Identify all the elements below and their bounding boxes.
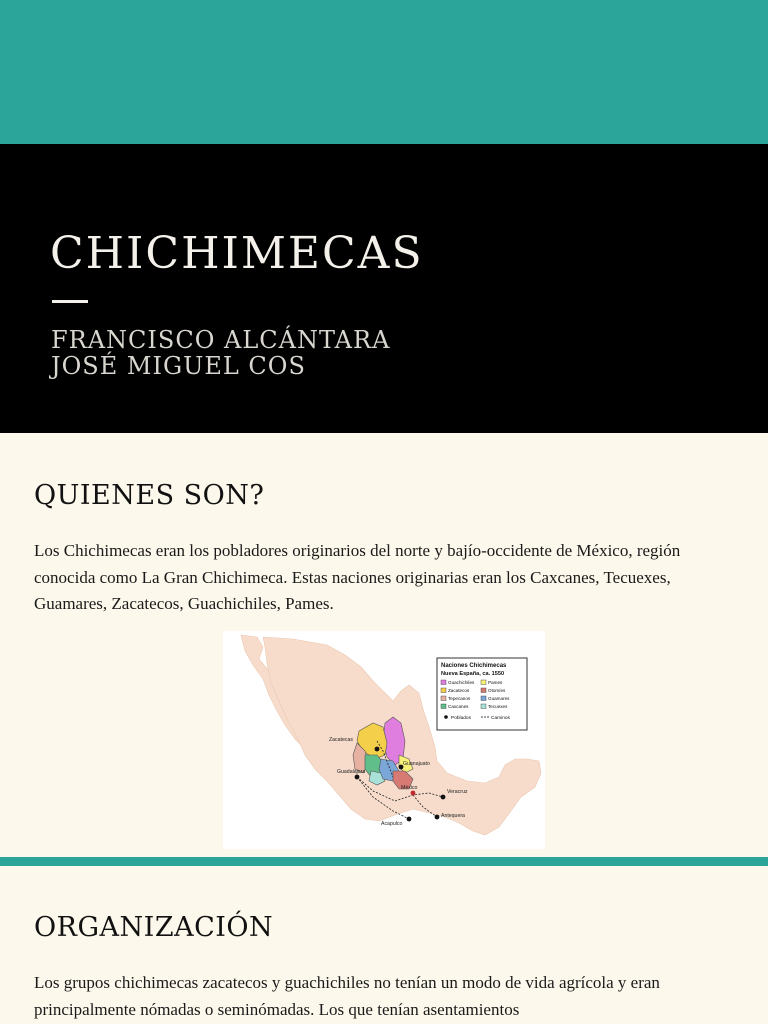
slide-organizacion xyxy=(0,866,768,1024)
map-figure xyxy=(223,631,545,849)
legend-label: Pames xyxy=(488,680,503,686)
town-acapulco-dot xyxy=(407,817,412,822)
legend-swatch xyxy=(481,680,486,685)
town-guadalajara-dot xyxy=(355,775,360,780)
legend-swatch xyxy=(441,704,446,709)
legend-swatch xyxy=(481,688,486,693)
presentation-title: CHICHIMECAS xyxy=(50,228,424,279)
town-zacatecas-dot xyxy=(375,747,380,752)
legend-swatch xyxy=(441,696,446,701)
town-mexico-dot xyxy=(411,791,416,796)
legend-label: Otomíes xyxy=(488,688,506,694)
label-antequera: Antequera xyxy=(441,813,465,819)
legend-label: Guachichiles xyxy=(448,680,475,686)
legend-label: Tepecanos xyxy=(448,696,471,702)
author-2: JOSÉ MIGUEL COS xyxy=(51,352,306,380)
title-slide xyxy=(0,144,768,433)
legend-title-2: Nueva España, ca. 1550 xyxy=(441,671,505,677)
label-guanajuato: Guanajuato xyxy=(403,761,430,767)
legend-label: Zacatecos xyxy=(448,688,470,694)
slide-body-text: Los grupos chichimecas zacatecos y guachichiles no tenían un modo de vida agrícola y eran principalmente nómadas o seminómadas. Los que tenían asentamientos xyxy=(34,973,660,1019)
label-guadalajara: Guadalajara xyxy=(337,769,366,775)
legend-poblados-label: Poblados xyxy=(451,716,472,721)
label-veracruz: Veracruz xyxy=(447,789,468,795)
chichimeca-map xyxy=(223,631,545,849)
label-zacatecas: Zacatecas xyxy=(329,737,353,743)
map-legend xyxy=(437,658,527,730)
town-antequera-dot xyxy=(435,815,440,820)
town-veracruz-dot xyxy=(441,795,446,800)
author-1: FRANCISCO ALCÁNTARA xyxy=(51,326,391,354)
legend-label: Tecuexes xyxy=(488,704,508,710)
legend-swatch xyxy=(481,696,486,701)
title-underline xyxy=(52,300,88,303)
label-mexico: México xyxy=(401,785,418,791)
legend-swatch xyxy=(441,688,446,693)
legend-poblados-dot xyxy=(444,715,448,719)
legend-swatch xyxy=(481,704,486,709)
legend-caminos-label: Caminos xyxy=(491,716,510,721)
legend-label: Caxcanes xyxy=(448,704,469,710)
legend-title-1: Naciones Chichimecas xyxy=(441,663,507,669)
slide-heading: ORGANIZACIÓN xyxy=(34,912,274,943)
slide-body-text: Los Chichimecas eran los pobladores originarios del norte y bajío-occidente de México, región conocida como La Gran Chichimeca. Estas naciones originarias eran los Caxcanes, Tecuexes, Guamares, Zacatecos, Guachichiles, Pames. xyxy=(34,541,681,613)
top-teal-band xyxy=(0,0,768,144)
label-acapulco: Acapulco xyxy=(381,821,403,827)
teal-divider xyxy=(0,857,768,866)
legend-label: Guamares xyxy=(488,696,510,702)
legend-swatch xyxy=(441,680,446,685)
slide-quienes-son xyxy=(0,433,768,857)
slide-heading: QUIENES SON? xyxy=(34,480,265,511)
